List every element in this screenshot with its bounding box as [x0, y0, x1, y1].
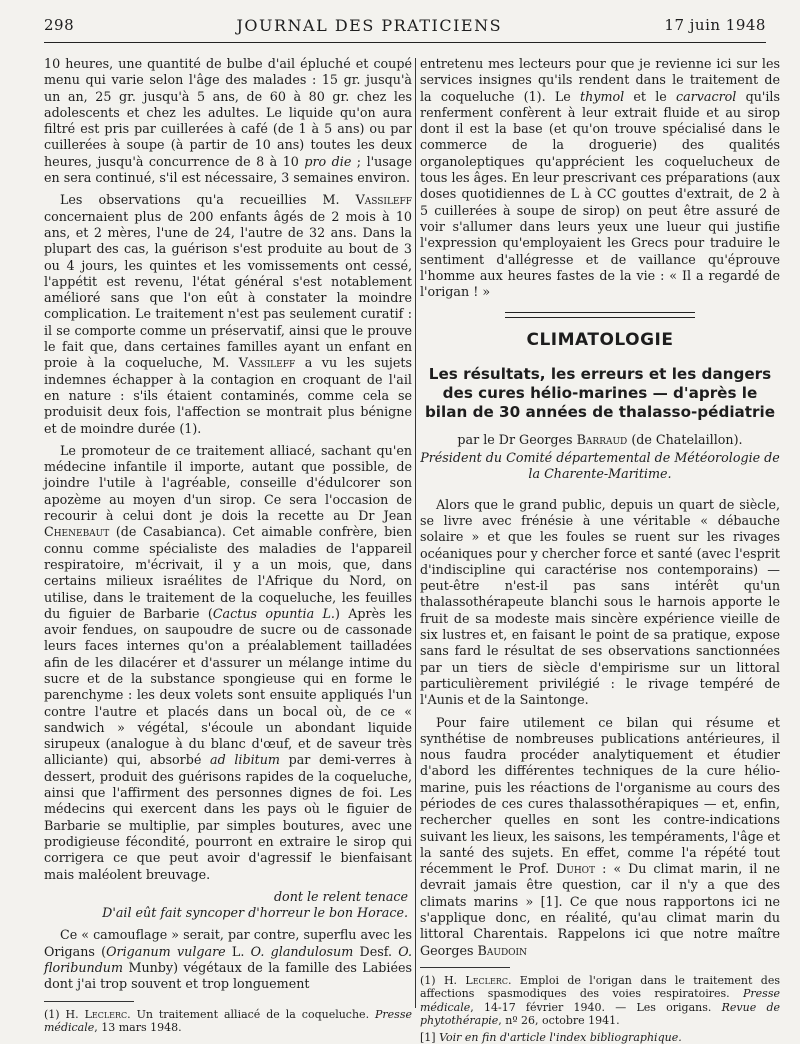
page-header: [44, 12, 766, 38]
journal-title: JOURNAL DES PRATICIENS: [236, 15, 503, 35]
footnote: [1] Voir en fin d'article l'index bibliographique.: [420, 1030, 682, 1044]
paragraph: Le promoteur de ce traitement alliacé, sachant qu'en médecine infantile il importe, autant que possible, de joindre l'utile à l'agréable, conseille d'édulcorer son apozème au moyen d'un sirop. Ce sera l'occasion de recourir à celui dont je dois la recette au Dr Jean Chenebaut (de Casabianca). Cet aimable confrère, bien connu comme spécialiste des maladies de l'appareil respiratoire, m'écrivait, il y a un mois, que, dans certains milieux israélites de l'Afrique du Nord, on utilise, dans le traitement de la coqueluche, les feuilles du figuier de Barbarie (Cactus opuntia L.) Après les avoir fendues, on saupoudre de sucre ou de cassonade leurs faces internes qu'on a préalablement tailladées afin de les dilacérer et d'assurer un mélange intime du sucre et de la substance spongieuse qui en forme le parenchyme : les deux volets sont ensuite appliqués l'un contre l'autre et placés dans un bocal où, de ce « sandwich » végétal, s'écoule un abondant liquide sirupeux (analogue à du blanc d'œuf, et de saveur très alliciante) qui, absorbé ad libitum par demi-verres à dessert, produit des guérisons rapides de la coqueluche, ainsi que l'affirment des personnes dignes de foi. Les médecins qui exercent dans les pays où le figuier de Barbarie se multiplie, par simples boutures, avec une prodigieuse fécondité, pourront en extraire le sirop qui corrigera ce que peut avoir d'agressif le bienfaisant mais maléolent breuvage.: [44, 442, 412, 882]
column-divider: [415, 58, 416, 1008]
author-name: Vassileff: [238, 355, 296, 371]
footnote-rule: [420, 967, 510, 968]
paragraph: Alors que le grand public, depuis un quart de siècle, se livre avec frénésie à une véritable « débauche solaire » et que les foules se ruent sur les rivages océaniques pour y chercher force et santé (avec l'esprit d'indiscipline qui caractérise nos contemporains) — peut-être n'est-il pas sans intérêt qu'un thalassothérapeute blanchi sous le harnois apporte le fruit de sa modeste mais sincère expérience vieille de six lustres et, en faisant le point de sa pratique, expose sans fard le résultat de ses observations sanctionnées par un tiers de siècle d'empirisme sur un littoral particulièrement privilégié : le rivage tempéré de l'Aunis et de la Saintonge.: [420, 496, 780, 708]
paragraph: Pour faire utilement ce bilan qui résume et synthétise de nombreuses publications antérieures, il nous faudra procéder analytiquement et étudier d'abord les différentes techniques de la cure hélio-marine, puis les réactions de l'organisme au cours des périodes de ces cures thalassothérapiques — et, enfin, rechercher quelles en sont les contre-indications suivant les lieux, les saisons, les tempéraments, l'âge et la santé des sujets. En effet, comme l'a répété tout récemment le Prof. Duhot : « Du climat marin, il ne devrait jamais être question, car il n'y a que des climats marins » [1]. Ce que nous rapportons ici ne s'applique donc, en réalité, qu'au climat marin du littoral Charentais. Rappelons ici que notre maître Georges Baudoin: [420, 714, 780, 958]
paragraph: Ce « camouflage » serait, par contre, superflu avec les Origans (Origanum vulgare L. O. glandulosum Desf. O. floribundum Munby) végétaux de la famille des Labiées dont j'ai trop souvent et trop longuement: [44, 927, 412, 992]
affiliation: Président du Comité départemental de Météorologie de la Charente-Maritime.: [420, 450, 780, 482]
verse-quote: [44, 889, 408, 922]
paragraph: Les observations qu'a recueillies M. Vassileff concernaient plus de 200 enfants âgés de 2 mois à 10 ans, et 2 mères, l'une de 24, l'autre de 32 ans. Dans la plupart des cas, la guérison s'est produite au bout de 3 ou 4 jours, les quintes et les vomissements ont cessé, l'appétit est revenu, l'état général s'est notablement amélioré sans que l'on eût à constater la moindre complication. Le traitement n'est pas seulement curatif : il se comporte comme un préservatif, ainsi que le prouve le fait que, dans certaines familles ayant un enfant en proie à la coqueluche, M. Vassileff a vu les sujets indemnes échapper à la contagion en croquant de l'ail en nature : s'ils étaient contaminés, comme cela se produisit deux fois, l'affection se montrait plus bénigne et de moindre durée (1).: [44, 192, 412, 436]
right-column: [420, 56, 780, 1044]
header-rule: [44, 42, 766, 43]
left-column: [44, 56, 412, 1035]
verse-line: dont le relent tenace: [273, 888, 408, 904]
page-number: 298: [44, 16, 75, 34]
footnote: (1) H. Leclerc. Un traitement alliacé de la coqueluche. Presse médicale, 13 mars 1948.: [44, 1007, 412, 1035]
issue-date: 17 juin 1948: [664, 16, 766, 34]
footnote: (1) H. Leclerc. Emploi de l'origan dans le traitement des affections spasmodiques des voies respiratoires. Presse médicale, 14-17 février 1940. — Les origans. Revue de phytothérapie, nº 26, octobre 1941.: [420, 973, 780, 1028]
article-title: Les résultats, les erreurs et les dangers des cures hélio-marines — d'après le bilan de 30 années de thalasso-pédiatrie: [424, 364, 776, 421]
byline: par le Dr Georges Barraud (de Chatelaillon).: [457, 431, 743, 447]
section-heading: CLIMATOLOGIE: [526, 330, 674, 351]
verse-line: D'ail eût fait syncoper d'horreur le bon Horace.: [102, 905, 408, 921]
footnote-rule: [44, 1001, 134, 1002]
paragraph: entretenu mes lecteurs pour que je revienne ici sur les services insignes qu'ils rendent dans le traitement de la coqueluche (1). Le thymol et le carvacrol qu'ils renferment confèrent à leur extrait fluide et au sirop dont il est la base (et qu'on trouve spécialisé dans le commerce de la droguerie) des qualités organoleptiques qu'apprécient les coquelucheux de tous les âges. En leur prescrivant ces préparations (aux doses quotidiennes de L à CC gouttes d'extrait, de 2 à 5 cuillerées à soupe de sirop) on peut être assuré de voir s'allumer dans leurs yeux une lueur qui justifie l'expression qu'employaient les Grecs pour traduire le sentiment d'allégresse et de vaillance qu'éprouve l'homme aux heures fastes de la vie : « Il a regardé de l'origan ! »: [420, 56, 780, 300]
author-name: Chenebaut: [44, 524, 110, 540]
section-separator: [505, 312, 695, 318]
paragraph: 10 heures, une quantité de bulbe d'ail épluché et coupé menu qui varie selon l'âge des malades : 15 gr. jusqu'à un an, 25 gr. jusqu'à 5 ans, de 60 à 80 gr. chez les adolescents et chez les adultes. Le liquide qu'on aura filtré est pris par cuillerées à café (de 1 à 5 ans) ou par cuillerées à soupe (à partir de 10 ans) toutes les deux heures, jusqu'à concurrence de 8 à 10 pro die ; l'usage en sera continué, s'il est nécessaire, 3 semaines environ.: [44, 56, 412, 186]
author-name: Vassileff: [355, 192, 412, 208]
